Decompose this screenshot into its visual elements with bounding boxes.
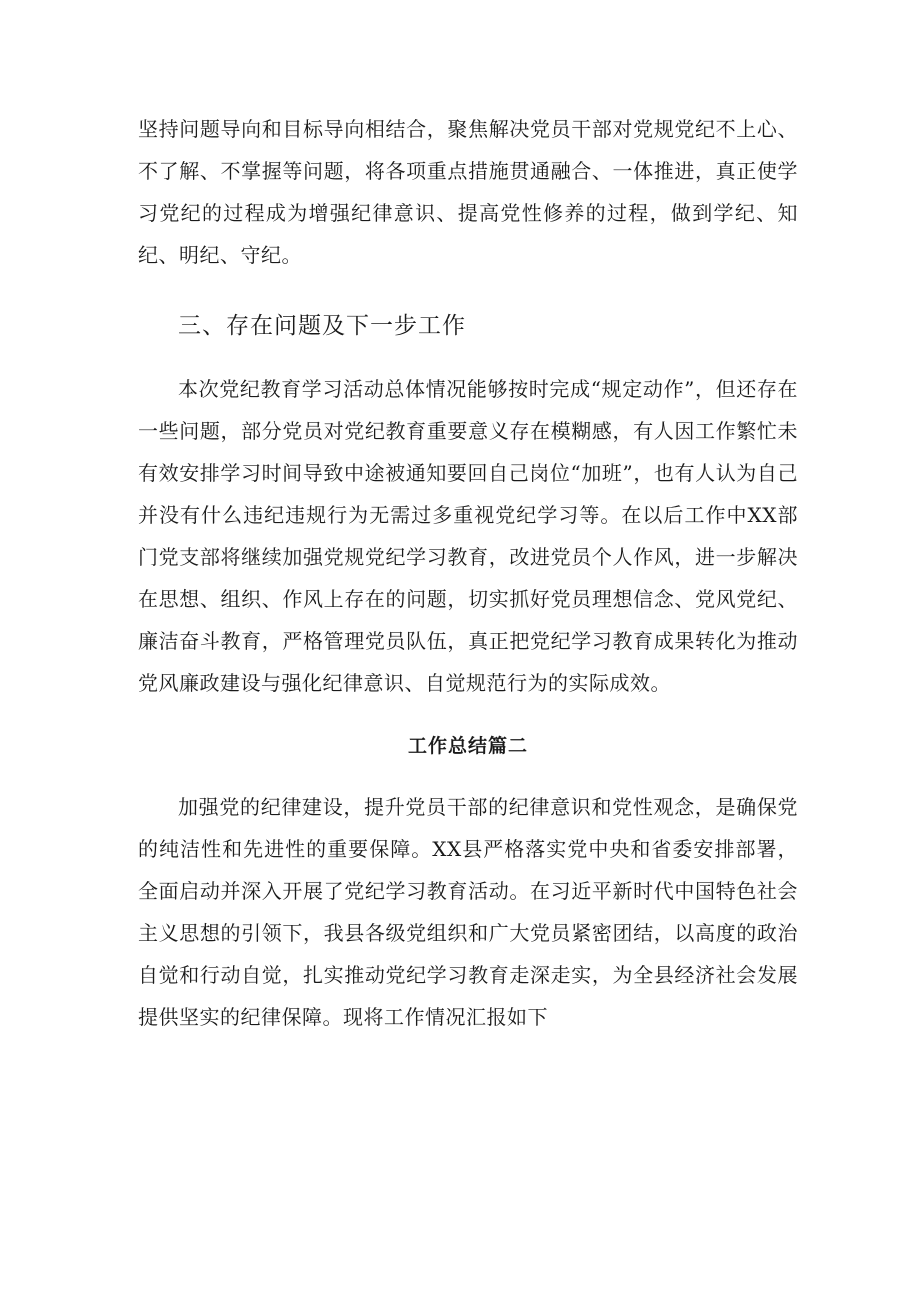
intro-paragraph: 坚持问题导向和目标导向相结合，聚焦解决党员干部对党规党纪不上心、不了解、不掌握等问题，将各项重点措施贯通融合、一体推进，真正使学习党纪的过程成为增强纪律意识、提高党性修养的过程，做到学纪、知纪、明纪、守纪。 <box>138 117 798 267</box>
problems-paragraph: 本次党纪教育学习活动总体情况能够按时完成“规定动作”，但还存在一些问题，部分党员对党纪教育重要意义存在模糊感，有人因工作繁忙未有效安排学习时间导致中途被通知要回自己岗位“加班”，也有人认为自己并没有什么违纪违规行为无需过多重视党纪学习等。在以后工作中XX部门党支部将继续加强党规党纪学习教育，改进党员个人作风，进一步解决在思想、组织、作风上存在的问题，切实抓好党员理想信念、党风党纪、廉洁奋斗教育，严格管理党员队伍，真正把党纪学习教育成果转化为推动党风廉政建设与强化纪律意识、自觉规范行为的实际成效。 <box>138 377 798 695</box>
document-page <box>138 108 798 1038</box>
section-heading-three: 三、存在问题及下一步工作 <box>178 313 466 339</box>
part-two-title: 工作总结篇二 <box>407 735 528 757</box>
part-two-paragraph: 加强党的纪律建设，提升党员干部的纪律意识和党性观念，是确保党的纯洁性和先进性的重要保障。XX县严格落实党中央和省委安排部署，全面启动并深入开展了党纪学习教育活动。在习近平新时代中国特色社会主义思想的引领下，我县各级党组织和广大党员紧密团结，以高度的政治自觉和行动自觉，扎实推动党纪学习教育走深走实，为全县经济社会发展提供坚实的纪律保障。现将工作情况汇报如下 <box>138 795 798 1029</box>
